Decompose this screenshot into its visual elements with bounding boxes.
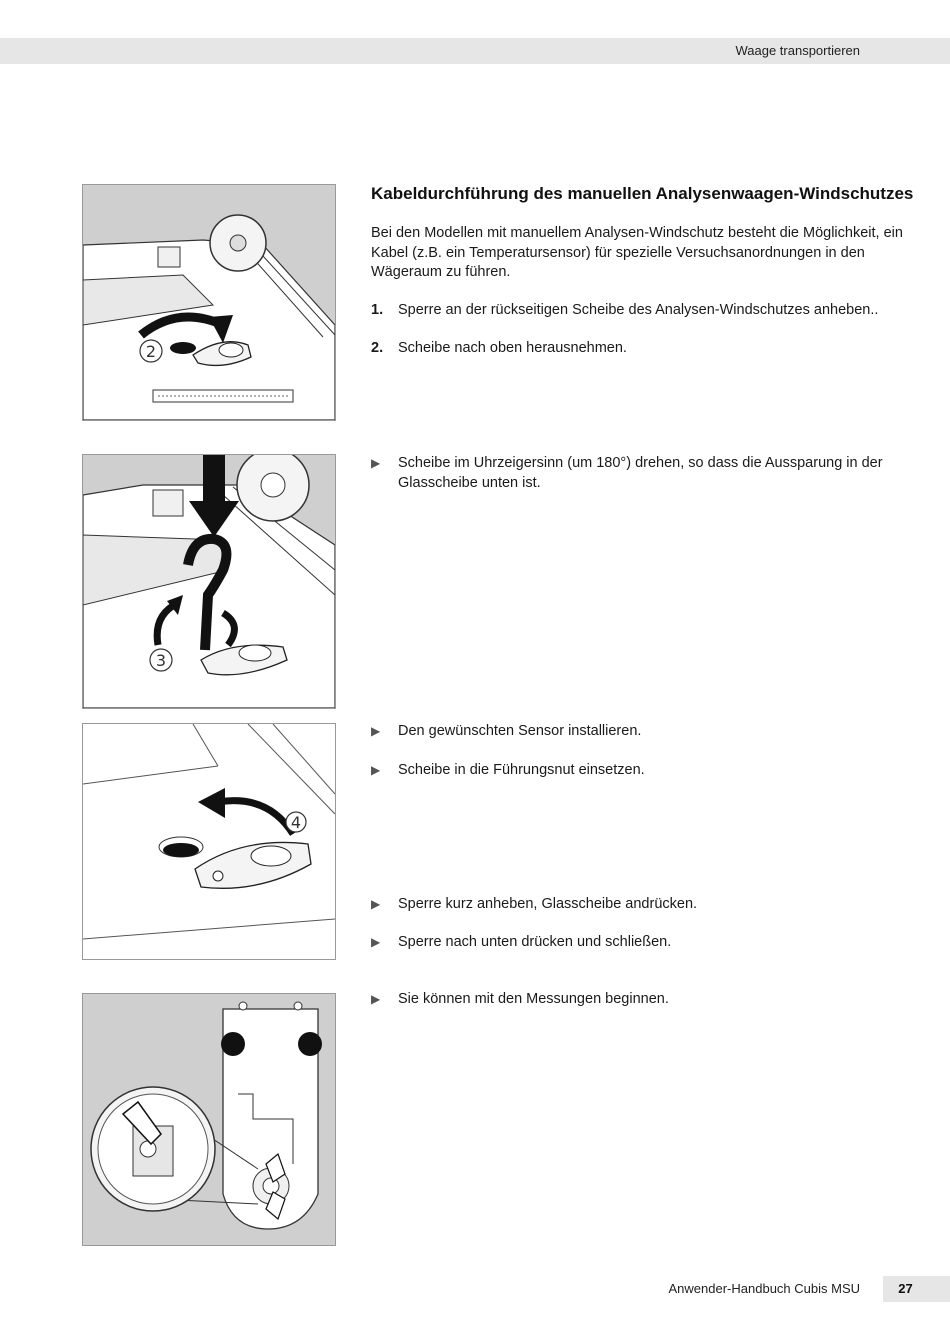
bullet-text: Scheibe in die Führungsnut einsetzen. [398,762,645,778]
bullet-text: Den gewünschten Sensor installieren. [398,723,642,739]
step-text: Sperre an der rückseitigen Scheibe des Analysen-Windschutzes anheben.. [398,302,879,318]
figure-step-3 [82,454,336,709]
footer-title: Anwender-Handbuch Cubis MSU [668,1281,860,1296]
bullet-text: Sperre kurz anheben, Glasscheibe andrücken. [398,896,698,912]
header-title: Waage transportieren [735,43,860,58]
bullet-arrow-icon: ▶ [371,935,381,949]
figure-step-label: 3 [155,651,167,670]
intro-paragraph: Bei den Modellen mit manuellem Analysen-Windschutz besteht die Möglichkeit, ein Kabel (z.B. ein Temperatursensor) für spezielle Versuchsanordnungen in den Wägeraum zu führen. [371,225,903,280]
figure-lock-detail [82,993,336,1246]
bullet-arrow-icon: ▶ [371,456,381,470]
figure-step-label: 2 [145,342,157,361]
page-number: 27 [898,1281,913,1296]
section-heading: Kabeldurchführung des manuellen Analysenwaagen-Windschutzes [371,184,914,203]
step-number: 1. [371,302,384,318]
bullet-arrow-icon: ▶ [371,897,381,911]
bullet-arrow-icon: ▶ [371,992,381,1006]
figure-step-label: 4 [290,813,302,832]
step-text: Scheibe nach oben herausnehmen. [398,340,627,356]
bullet-text: Sperre nach unten drücken und schließen. [398,934,672,950]
bullet-text: Sie können mit den Messungen beginnen. [398,991,669,1007]
bullet-text: Scheibe im Uhrzeigersinn (um 180°) drehen, so dass die Aussparung in der Glasscheibe unten ist. [398,455,883,491]
figure-step-4 [82,723,336,960]
bullet-arrow-icon: ▶ [371,724,381,738]
step-number: 2. [371,340,384,356]
bullet-arrow-icon: ▶ [371,763,381,777]
figure-step-2 [82,184,336,421]
